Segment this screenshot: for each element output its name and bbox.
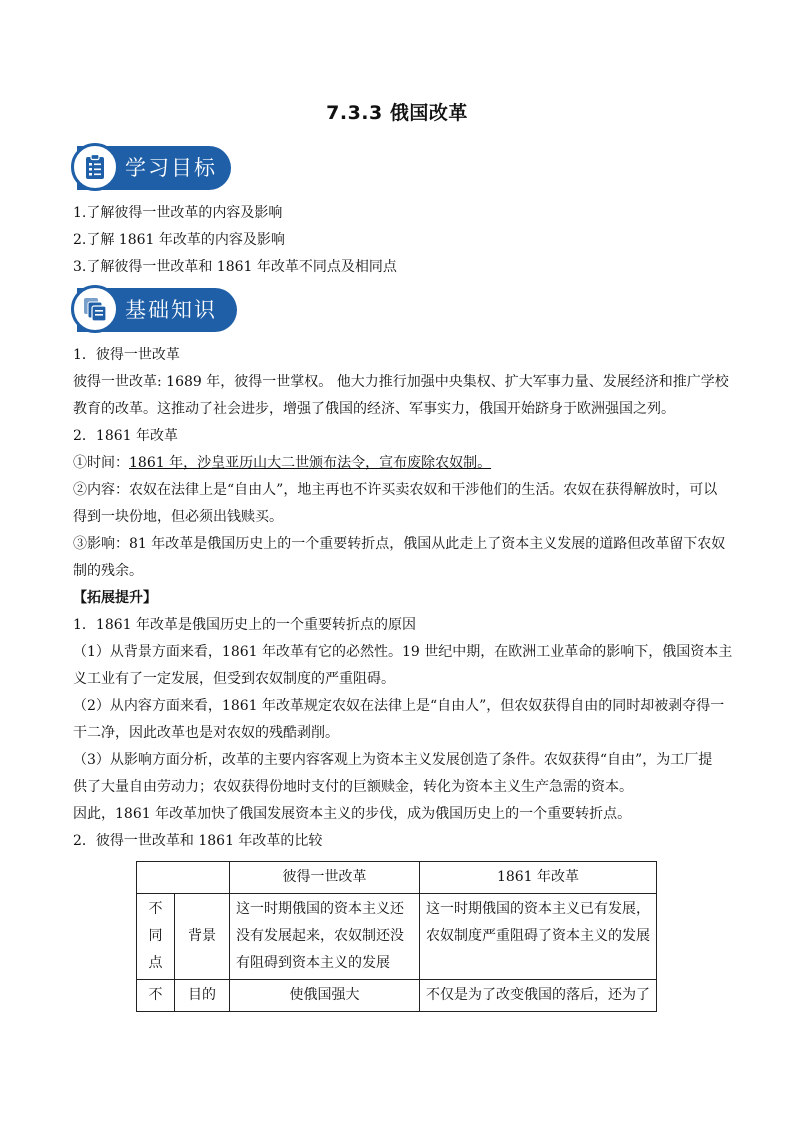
extension-reason: （1）从背景方面来看，1861 年改革有它的必然性。19 世纪中期，在欧洲工业革命的影响下，俄国资本主 <box>73 644 733 660</box>
table-header-row <box>137 862 657 894</box>
comparison-table <box>136 861 657 1012</box>
table-corner-cell <box>137 862 230 894</box>
extension-conclusion: 因此，1861 年改革加快了俄国发展资本主义的步伐，成为俄国历史上的一个重要转折点。 <box>73 806 632 822</box>
knowledge-time <box>73 453 491 473</box>
table-group-label: 不同点 <box>137 894 175 980</box>
extension-question: 2．彼得一世改革和 1861 年改革的比较 <box>73 833 323 849</box>
table-cell: 不仅是为了改变俄国的落后，还为了 <box>420 980 657 1012</box>
documents-stack-icon <box>71 285 119 333</box>
section-banner-goals <box>77 146 231 190</box>
knowledge-content: ②内容：农奴在法律上是“自由人”，地主再也不许买卖农奴和干涉他们的生活。农奴在获得解放时，可以 <box>73 482 718 498</box>
page-title: 7.3.3 俄国改革 <box>326 102 468 124</box>
clipboard-list-icon <box>71 143 119 191</box>
banner-goals-label: 学习目标 <box>125 156 217 180</box>
table-header-peter: 彼得一世改革 <box>230 862 420 894</box>
extension-reason: （2）从内容方面来看，1861 年改革规定农奴在法律上是“自由人”，但农奴获得自由的同时却被剥夺得一 <box>73 698 725 714</box>
table-header-1861: 1861 年改革 <box>420 862 657 894</box>
time-text: 1861 年，沙皇亚历山大二世颁布法令，宣布废除农奴制。 <box>129 455 492 471</box>
table-cell: 这一时期俄国的资本主义已有发展，农奴制度严重阻碍了资本主义的发展 <box>420 894 657 980</box>
knowledge-paragraph: 彼得一世改革: 1689 年，彼得一世掌权。 他大力推行加强中央集权、扩大军事力量、发展经济和推广学校 <box>73 374 729 390</box>
knowledge-paragraph: 教育的改革。这推动了社会进步，增强了俄国的经济、军事实力，俄国开始跻身于欧洲强国之列。 <box>73 401 675 417</box>
banner-knowledge-label: 基础知识 <box>125 298 217 322</box>
table-group-label: 不 <box>137 980 175 1012</box>
goal-item: 1.了解彼得一世改革的内容及影响 <box>73 205 283 221</box>
knowledge-heading-1861: 2．1861 年改革 <box>73 428 178 444</box>
table-cell: 使俄国强大 <box>230 980 420 1012</box>
extension-heading: 【拓展提升】 <box>73 590 157 606</box>
section-banner-knowledge <box>77 288 237 332</box>
knowledge-heading-peter: 1．彼得一世改革 <box>73 347 180 363</box>
extension-reason: 供了大量自由劳动力；农奴获得份地时支付的巨额赎金，转化为资本主义生产急需的资本。 <box>73 779 633 795</box>
extension-question: 1．1861 年改革是俄国历史上的一个重要转折点的原因 <box>73 617 416 633</box>
table-row <box>137 980 657 1012</box>
knowledge-impact: 制的残余。 <box>73 563 143 579</box>
goal-item: 2.了解 1861 年改革的内容及影响 <box>73 232 285 248</box>
extension-reason: 干二净，因此改革也是对农奴的残酷剥削。 <box>73 725 339 741</box>
table-row <box>137 894 657 980</box>
time-label: ①时间： <box>73 455 129 471</box>
table-cell: 这一时期俄国的资本主义还没有发展起来，农奴制还没有阻碍到资本主义的发展 <box>230 894 420 980</box>
extension-reason: （3）从影响方面分析，改革的主要内容客观上为资本主义发展创造了条件。农奴获得“自由”，为工厂提 <box>73 752 713 768</box>
extension-reason: 义工业有了一定发展，但受到农奴制度的严重阻碍。 <box>73 671 395 687</box>
knowledge-content: 得到一块份地，但必须出钱赎买。 <box>73 509 283 525</box>
table-row-label: 目的 <box>175 980 230 1012</box>
goal-item: 3.了解彼得一世改革和 1861 年改革不同点及相同点 <box>73 259 397 275</box>
knowledge-impact: ③影响：81 年改革是俄国历史上的一个重要转折点，俄国从此走上了资本主义发展的道路但改革留下农奴 <box>73 536 726 552</box>
table-row-label: 背景 <box>175 894 230 980</box>
